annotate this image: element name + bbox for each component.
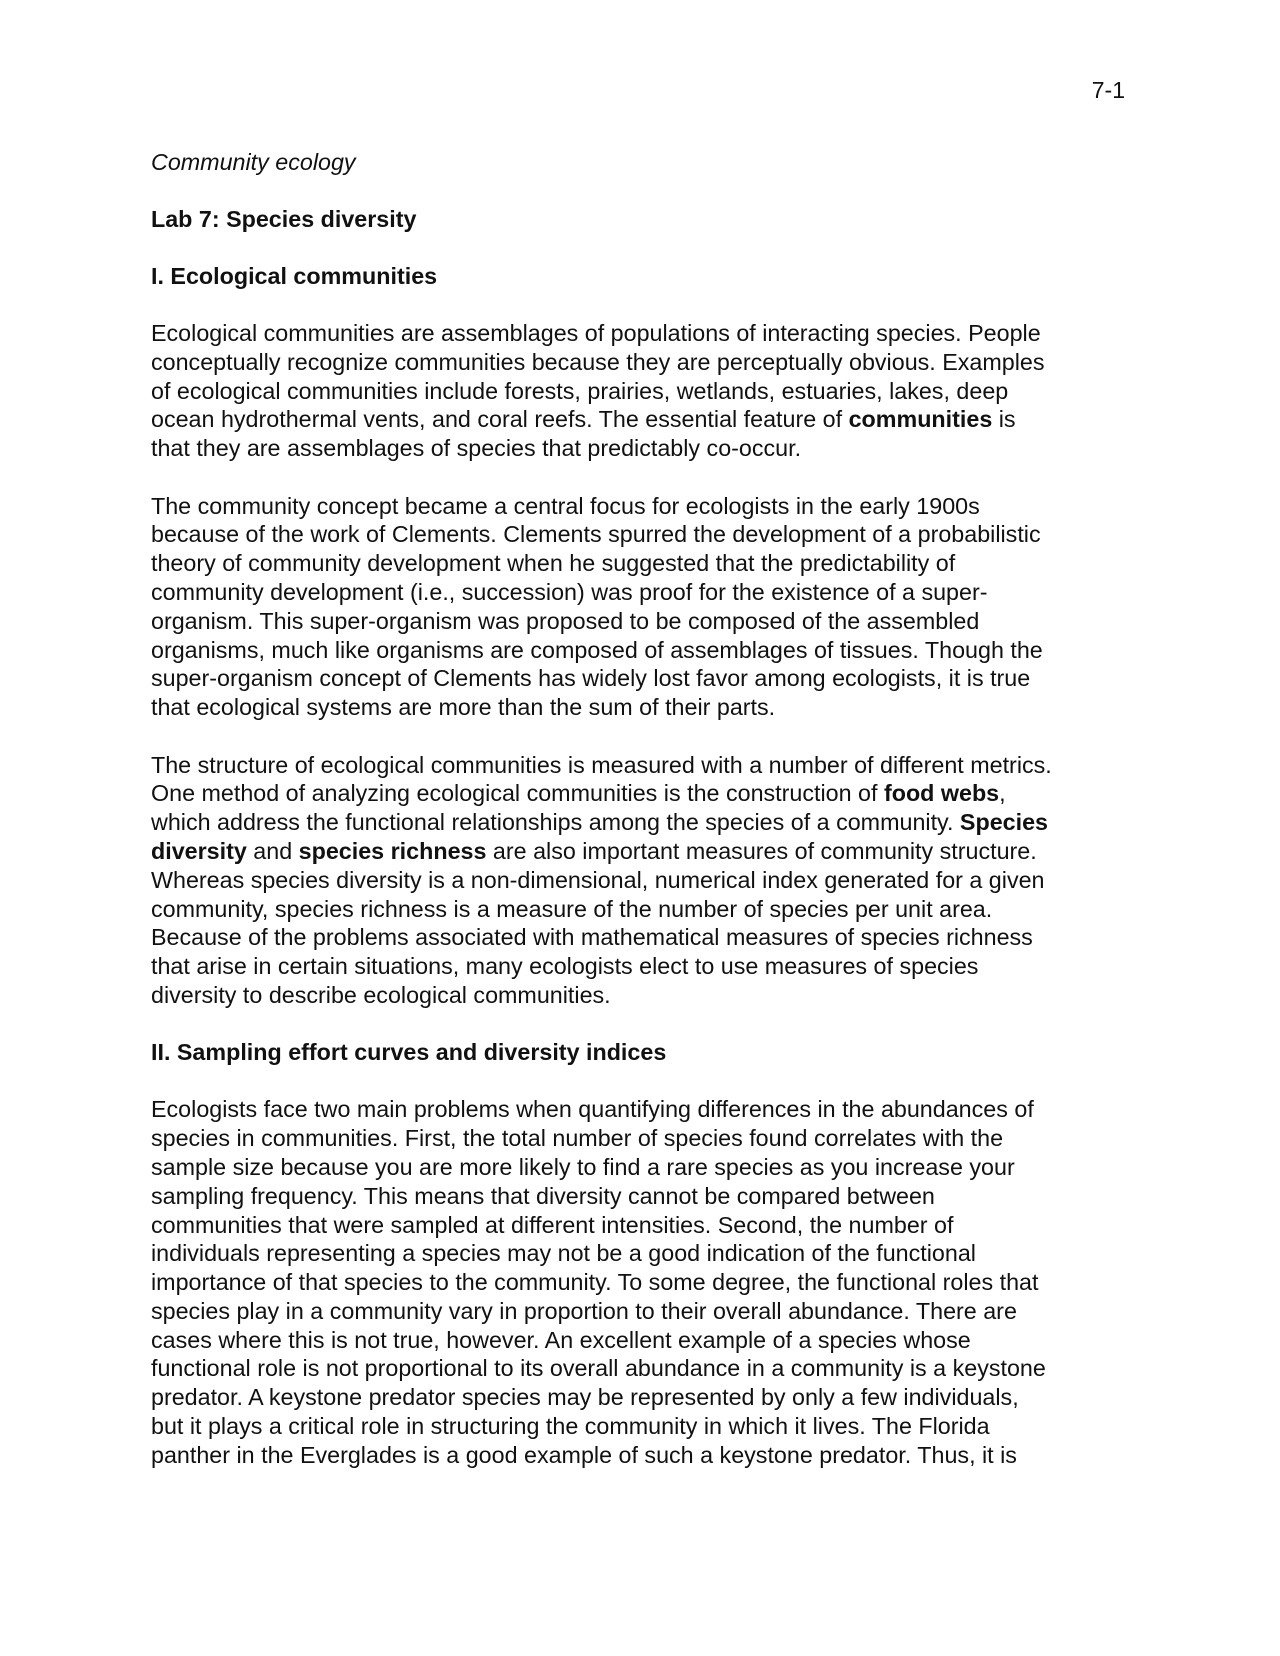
text-line: diversity and species richness are also important measures of community structure. <box>151 837 1037 864</box>
text-line: community development (i.e., succession) was proof for the existence of a super- <box>151 578 988 605</box>
text-line: community, species richness is a measure of the number of species per unit area. <box>151 895 993 922</box>
text-line: that ecological systems are more than the sum of their parts. <box>151 694 776 721</box>
text-line: that they are assemblages of species that predictably co-occur. <box>151 435 802 462</box>
text-line: communities that were sampled at different intensities. Second, the number of <box>151 1211 954 1238</box>
text-line: of ecological communities include forests, prairies, wetlands, estuaries, lakes, deep <box>151 377 1009 404</box>
paragraph <box>151 1095 1136 1469</box>
section-heading-ecological-communities: I. Ecological communities <box>151 263 438 289</box>
text-line: organism. This super-organism was proposed to be composed of the assembled <box>151 607 980 634</box>
lab-title: Lab 7: Species diversity <box>151 206 417 232</box>
text-line: because of the work of Clements. Clements spurred the development of a probabilistic <box>151 521 1041 548</box>
section-heading-sampling-effort: II. Sampling effort curves and diversity indices <box>151 1039 667 1066</box>
subject-label: Community ecology <box>151 149 356 175</box>
text-line: panther in the Everglades is a good example of such a keystone predator. Thus, it is <box>151 1441 1017 1468</box>
text-line: sample size because you are more likely to find a rare species as you increase your <box>151 1153 1015 1180</box>
text-line: predator. A keystone predator species may be represented by only a few individuals, <box>151 1384 1019 1411</box>
text-line: which address the functional relationships among the species of a community. Species <box>151 809 1048 836</box>
term-food-webs: food webs <box>883 780 1000 807</box>
text-line: sampling frequency. This means that diversity cannot be compared between <box>151 1182 935 1209</box>
text-line: conceptually recognize communities because they are perceptually obvious. Examples <box>151 348 1045 375</box>
text-line: cases where this is not true, however. An excellent example of a species whose <box>151 1326 971 1353</box>
text-line: species in communities. First, the total number of species found correlates with the <box>151 1125 1004 1152</box>
text-line: The structure of ecological communities is measured with a number of different metrics. <box>151 751 1052 778</box>
text-line: that arise in certain situations, many ecologists elect to use measures of species <box>151 953 979 980</box>
text-line: theory of community development when he suggested that the predictability of <box>151 550 956 577</box>
text-line: The community concept became a central focus for ecologists in the early 1900s <box>151 492 980 519</box>
text-line: importance of that species to the community. To some degree, the functional roles that <box>151 1269 1039 1296</box>
page-number: 7-1 <box>1091 77 1125 103</box>
term-species: Species <box>959 809 1048 836</box>
text-line: Whereas species diversity is a non-dimensional, numerical index generated for a given <box>151 866 1045 893</box>
text-line: organisms, much like organisms are composed of assemblages of tissues. Though the <box>151 636 1043 663</box>
term-species-richness: species richness <box>298 837 487 864</box>
text-line: individuals representing a species may not be a good indication of the functional <box>151 1240 976 1267</box>
term-diversity: diversity <box>151 837 247 864</box>
text-line: but it plays a critical role in structuring the community in which it lives. The Florida <box>151 1413 990 1440</box>
text-line: ocean hydrothermal vents, and coral reefs. The essential feature of communities is <box>151 406 1016 433</box>
text-line: One method of analyzing ecological communities is the construction of food webs, <box>151 780 1006 807</box>
text-line: species play in a community vary in proportion to their overall abundance. There are <box>151 1297 1017 1324</box>
text-line: super-organism concept of Clements has widely lost favor among ecologists, it is true <box>151 665 1031 692</box>
text-line: diversity to describe ecological communities. <box>151 981 611 1008</box>
text-line: Ecologists face two main problems when quantifying differences in the abundances of <box>151 1096 1034 1123</box>
text-line: Ecological communities are assemblages of populations of interacting species. People <box>151 320 1041 346</box>
term-communities: communities <box>848 406 993 433</box>
text-line: Because of the problems associated with mathematical measures of species richness <box>151 924 1033 951</box>
paragraph <box>151 319 1136 463</box>
paragraph <box>151 751 1136 1010</box>
document-body <box>151 148 1136 1498</box>
text-line: functional role is not proportional to its overall abundance in a community is a keystone <box>151 1355 1046 1382</box>
paragraph <box>151 492 1136 722</box>
